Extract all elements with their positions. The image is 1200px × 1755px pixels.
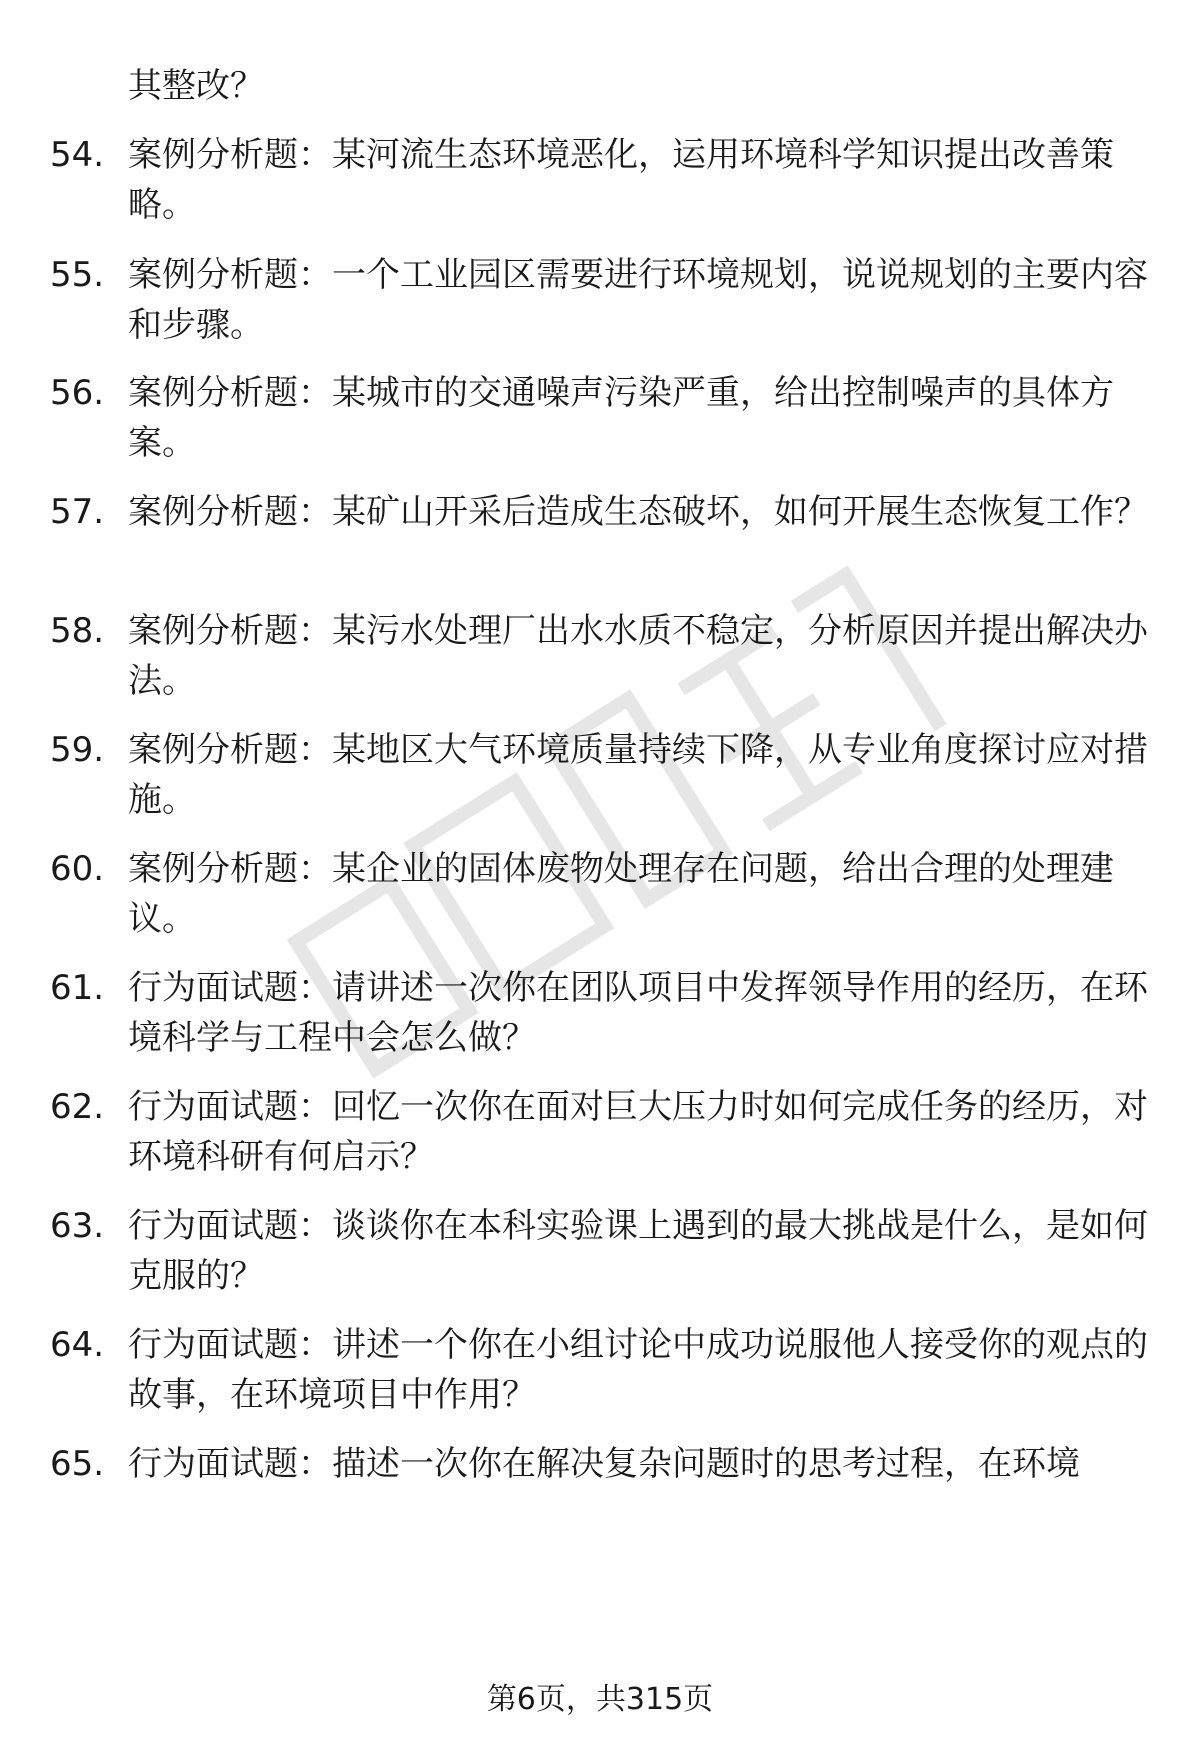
question-text: 行为面试题：描述一次你在解决复杂问题时的思考过程，在环境 xyxy=(128,1444,1080,1484)
question-text: 行为面试题：请讲述一次你在团队项目中发挥领导作用的经历，在环境科学与工程中会怎么做？ xyxy=(128,968,1148,1058)
question-number: 58. xyxy=(50,611,105,651)
question-number: 60. xyxy=(50,849,105,889)
question-item xyxy=(50,368,1150,468)
question-item xyxy=(50,963,1150,1063)
question-number: 61. xyxy=(50,968,105,1008)
question-text: 案例分析题：某污水处理厂出水水质不稳定，分析原因并提出解决办法。 xyxy=(128,611,1148,701)
question-item xyxy=(50,1439,1150,1489)
question-item xyxy=(50,250,1150,350)
question-text: 案例分析题：一个工业园区需要进行环境规划，说说规划的主要内容和步骤。 xyxy=(128,255,1148,345)
question-item xyxy=(50,725,1150,825)
question-number: 56. xyxy=(50,373,105,413)
question-number: 57. xyxy=(50,492,105,532)
question-text: 行为面试题：讲述一个你在小组讨论中成功说服他人接受你的观点的故事，在环境项目中作用？ xyxy=(128,1325,1148,1415)
question-number: 59. xyxy=(50,730,105,770)
question-number: 62. xyxy=(50,1087,105,1127)
question-item xyxy=(50,844,1150,944)
question-number: 65. xyxy=(50,1444,105,1484)
question-item xyxy=(50,1320,1150,1420)
question-number: 55. xyxy=(50,255,105,295)
question-text: 行为面试题：谈谈你在本科实验课上遇到的最大挑战是什么，是如何克服的？ xyxy=(128,1206,1148,1296)
question-item xyxy=(50,487,1150,537)
question-text: 行为面试题：回忆一次你在面对巨大压力时如何完成任务的经历，对环境科研有何启示？ xyxy=(128,1087,1148,1177)
page-footer: 第6页，共315页 xyxy=(486,1682,714,1717)
question-text: 案例分析题：某城市的交通噪声污染严重，给出控制噪声的具体方案。 xyxy=(128,373,1114,463)
question-text: 案例分析题：某河流生态环境恶化，运用环境科学知识提出改善策略。 xyxy=(128,135,1114,225)
question-text: 案例分析题：某地区大气环境质量持续下降，从专业角度探讨应对措施。 xyxy=(128,730,1148,820)
question-text: 案例分析题：某企业的固体废物处理存在问题，给出合理的处理建议。 xyxy=(128,849,1114,939)
continuation-text: 其整改？ xyxy=(128,66,264,106)
question-number: 63. xyxy=(50,1206,105,1246)
question-item xyxy=(50,130,1150,230)
question-item xyxy=(50,1082,1150,1182)
question-item xyxy=(50,606,1150,706)
question-number: 64. xyxy=(50,1325,105,1365)
question-text: 案例分析题：某矿山开采后造成生态破坏，如何开展生态恢复工作？ xyxy=(128,492,1148,532)
question-item xyxy=(50,1201,1150,1301)
question-number: 54. xyxy=(50,135,105,175)
